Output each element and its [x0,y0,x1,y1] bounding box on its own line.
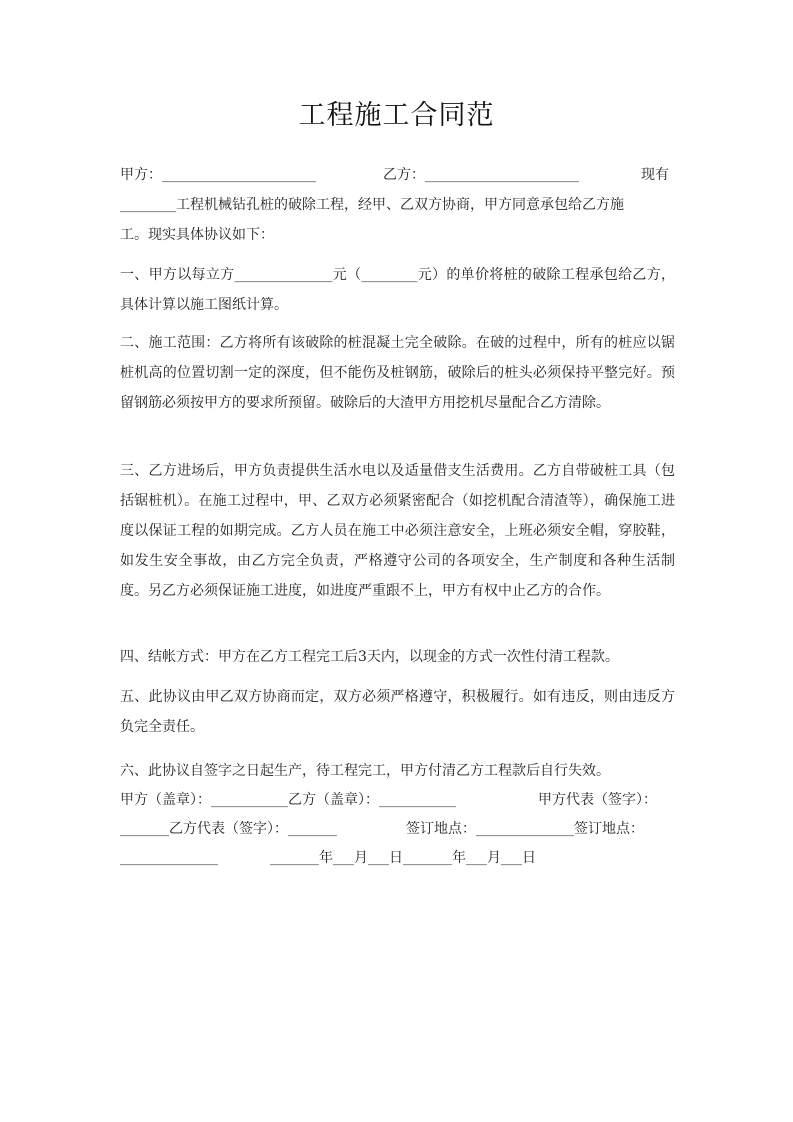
header-line-2 [120,190,624,220]
document-title: 工程施工合同范 [298,100,495,131]
party-a-line [120,160,316,190]
clause-2: 二、施工范围：乙方将所有该破除的桩混凝土完全破除。在破的过程中，所有的桩应以锯桩机高的位置切割一定的深度，但不能伤及桩钢筋，破除后的桩头必须保持平整完好。预留钢筋必须按甲方的要求所预留。破除后的大渣甲方用挖机尽量配合乙方清除。 [120,335,675,411]
date-2-month-blank: ___ [466,850,487,866]
signing-place-label-2: 签订地点： [574,821,644,837]
date-line [270,843,536,873]
party-a-label: 甲方： [120,167,162,183]
party-a-rep-blank: _______ [120,821,169,837]
clause-5: 五、此协议由甲乙双方协商而定，双方必须严格遵守，积极履行。如有违反，则由违反方负完全责任。 [120,689,675,735]
date-1-day-blank: ___ [368,850,389,866]
party-b-blank: ______________________ [425,167,579,183]
date-1-day-label: 日 [389,850,403,866]
party-b-rep-label: 乙方代表（签字）： [169,821,288,837]
party-b-seal-blank: ___________ [379,792,456,808]
signing-place-label-1: 签订地点： [406,821,476,837]
signing-place-blank-2: ______________ [120,850,218,866]
party-b-line [383,160,579,190]
party-b-seal-label: 乙方（盖章）： [288,792,379,808]
date-2-day-label: 日 [522,850,536,866]
date-2-year-label: 年 [452,850,466,866]
unit-price-words-blank: ________ [361,267,418,283]
date-1-month-label: 月 [354,850,368,866]
party-a-blank: ______________________ [162,167,316,183]
now-label: 现有 [641,167,669,183]
project-blank: ________ [120,197,176,213]
rep-line [120,814,337,844]
clause-1-text-b: 元（ [332,267,362,283]
date-2-day-blank: ___ [501,850,522,866]
clause-1 [120,260,675,320]
party-b-rep-blank: _______ [288,821,337,837]
clause-6: 六、此协议自签字之日起生产，待工程完工，甲方付清乙方工程款后自行失效。 [120,763,610,779]
header-line-2-text: 工程机械钻孔桩的破除工程，经甲、乙双方协商，甲方同意承包给乙方施 [176,197,624,213]
party-b-label: 乙方： [383,167,425,183]
date-1-month-blank: ___ [333,850,354,866]
date-1-year-blank: _______ [270,850,319,866]
clause-1-text-a: 一、甲方以每立方 [120,267,235,283]
party-a-seal-blank: ___________ [211,792,288,808]
place-line [406,814,644,844]
date-2-year-blank: _______ [403,850,452,866]
clause-1-text-c: 元）的单价将桩的破除工程承包给乙方，具体计算以施工图纸计算。 [120,267,676,313]
unit-price-blank: ______________ [234,267,333,283]
signing-place-blank-1: ______________ [476,821,574,837]
date-1-year-label: 年 [319,850,333,866]
header-line-3: 工。现实具体协议如下： [120,227,274,243]
party-a-seal [120,785,456,815]
party-a-seal-label: 甲方（盖章）： [120,792,211,808]
date-2-month-label: 月 [487,850,501,866]
clause-4: 四、结帐方式：甲方在乙方工程完工后3天内，以现金的方式一次性付清工程款。 [120,649,619,665]
clause-3: 三、乙方进场后，甲方负责提供生活水电以及适量借支生活费用。乙方自带破桩工具（包括锯桩机）。在施工过程中，甲、乙双方必须紧密配合（如挖机配合清渣等），确保施工进度以保证工程的如期完成。乙方人员在施工中必须注意安全，上班必须安全帽，穿胶鞋，如发生安全事故，由乙方完全负责，严格遵守公司的各项安全，生产制度和各种生活制度。另乙方必须保证施工进度，如进度严重跟不上，甲方有权中止乙方的合作。 [120,463,675,599]
party-a-rep-label: 甲方代表（签字）： [538,792,657,808]
